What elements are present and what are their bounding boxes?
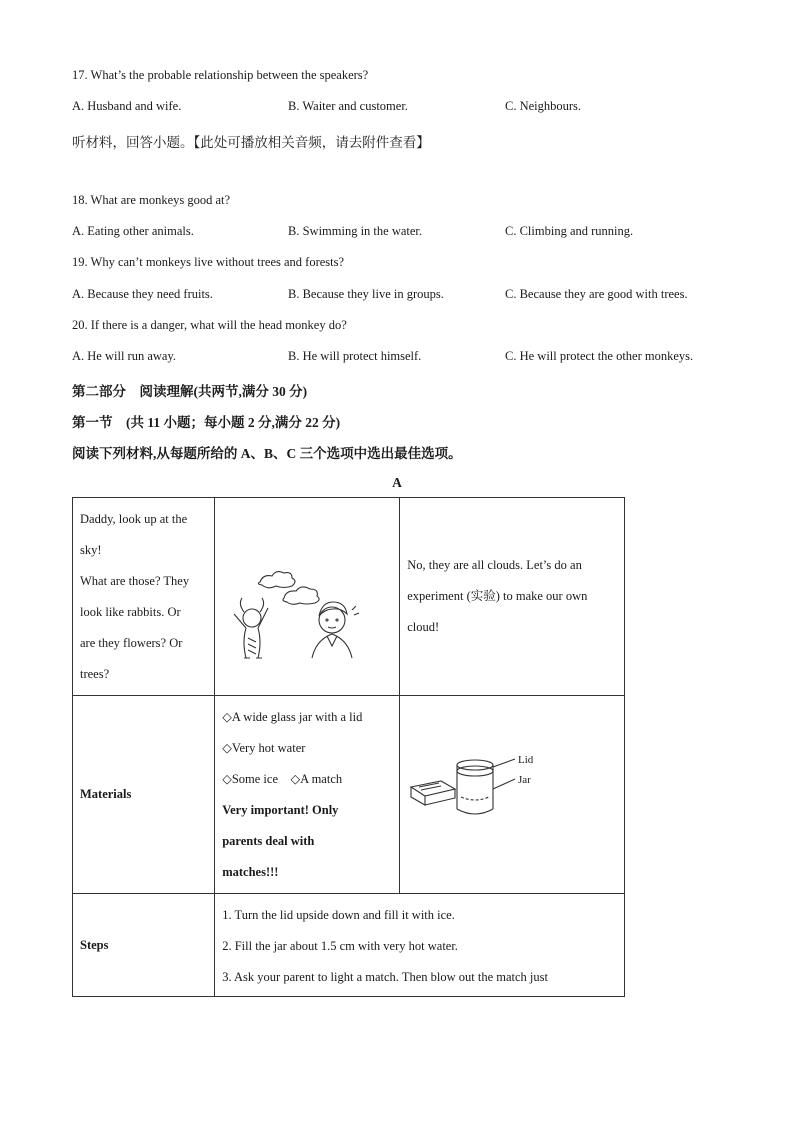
warning-line: parents deal with <box>222 833 315 848</box>
warning-line: matches!!! <box>222 864 279 879</box>
q18-option-b: B. Swimming in the water. <box>288 224 423 238</box>
lid-label: Lid <box>518 753 534 766</box>
child-line: sky! <box>80 542 102 557</box>
illustration-cell <box>215 498 400 696</box>
child-line: look like rabbits. Or <box>80 604 181 619</box>
steps-label: Steps <box>80 937 109 952</box>
jar-and-matchbox-illustration <box>407 753 607 833</box>
father-line: No, they are all clouds. Let’s do an <box>407 558 582 572</box>
listening-instruction: 听材料，回答小题。【此处可播放相关音频，请去附件查看】 <box>72 135 430 150</box>
steps-label-cell <box>73 894 215 997</box>
materials-label-cell <box>73 696 215 894</box>
q17-option-c: C. Neighbours. <box>505 99 582 113</box>
q17-option-b: B. Waiter and customer. <box>288 99 408 113</box>
material-item: ◇Some ice ◇A match <box>222 771 343 786</box>
q19-option-a: A. Because they need fruits. <box>72 287 213 301</box>
matchbox-icon <box>411 781 455 796</box>
q17-option-a: A. Husband and wife. <box>72 99 182 113</box>
reading-table <box>72 497 625 997</box>
child-line: trees? <box>80 666 110 681</box>
father-speech-cell <box>400 498 625 696</box>
question-19-stem: 19. Why can’t monkeys live without trees and forests? <box>72 255 345 269</box>
steps-cell <box>215 894 625 997</box>
cloud-icon <box>283 586 319 603</box>
section-2-title: 第二部分 阅读理解(共两节,满分 30 分) <box>72 384 308 399</box>
warning-line: Very important! Only <box>222 802 339 817</box>
q19-option-b: B. Because they live in groups. <box>288 287 444 301</box>
step-item: 1. Turn the lid upside down and fill it with ice. <box>222 908 455 922</box>
q20-option-c: C. He will protect the other monkeys. <box>505 349 694 363</box>
child-line: Daddy, look up at the <box>80 511 188 526</box>
material-item: ◇Very hot water <box>222 740 306 755</box>
material-item: ◇A wide glass jar with a lid <box>222 709 363 724</box>
question-18-stem: 18. What are monkeys good at? <box>72 193 231 207</box>
materials-label: Materials <box>80 787 132 801</box>
q19-option-c: C. Because they are good with trees. <box>505 287 688 301</box>
child-and-father-illustration <box>222 520 392 670</box>
child-line: What are those? They <box>80 573 190 588</box>
step-item: 2. Fill the jar about 1.5 cm with very hot water. <box>222 939 458 953</box>
father-line: cloud! <box>407 620 440 634</box>
passage-label: A <box>392 475 402 490</box>
table-row <box>73 498 625 696</box>
materials-illustration-cell <box>400 696 625 894</box>
reading-instruction: 阅读下列材料,从每题所给的 A、B、C 三个选项中选出最佳选项。 <box>72 446 462 461</box>
child-speech-cell <box>73 498 215 696</box>
jar-label: Jar <box>518 773 532 786</box>
question-17-stem: 17. What’s the probable relationship between the speakers? <box>72 68 369 82</box>
child-line: are they flowers? Or <box>80 635 183 650</box>
q18-option-c: C. Climbing and running. <box>505 224 634 238</box>
q20-option-a: A. He will run away. <box>72 349 177 363</box>
q18-option-a: A. Eating other animals. <box>72 224 194 238</box>
question-20-stem: 20. If there is a danger, what will the head monkey do? <box>72 318 347 332</box>
table-row <box>73 696 625 894</box>
materials-list-cell <box>215 696 400 894</box>
table-row <box>73 894 625 997</box>
section-2-part-1: 第一节 (共 11 小题；每小题 2 分,满分 22 分) <box>72 415 341 430</box>
cloud-icon <box>259 571 296 587</box>
father-line: experiment (实验) to make our own <box>407 589 588 603</box>
step-item: 3. Ask your parent to light a match. Then blow out the match just <box>222 970 548 984</box>
q20-option-b: B. He will protect himself. <box>288 349 422 363</box>
jar-lid-icon <box>457 760 493 770</box>
jar-icon <box>457 771 493 809</box>
